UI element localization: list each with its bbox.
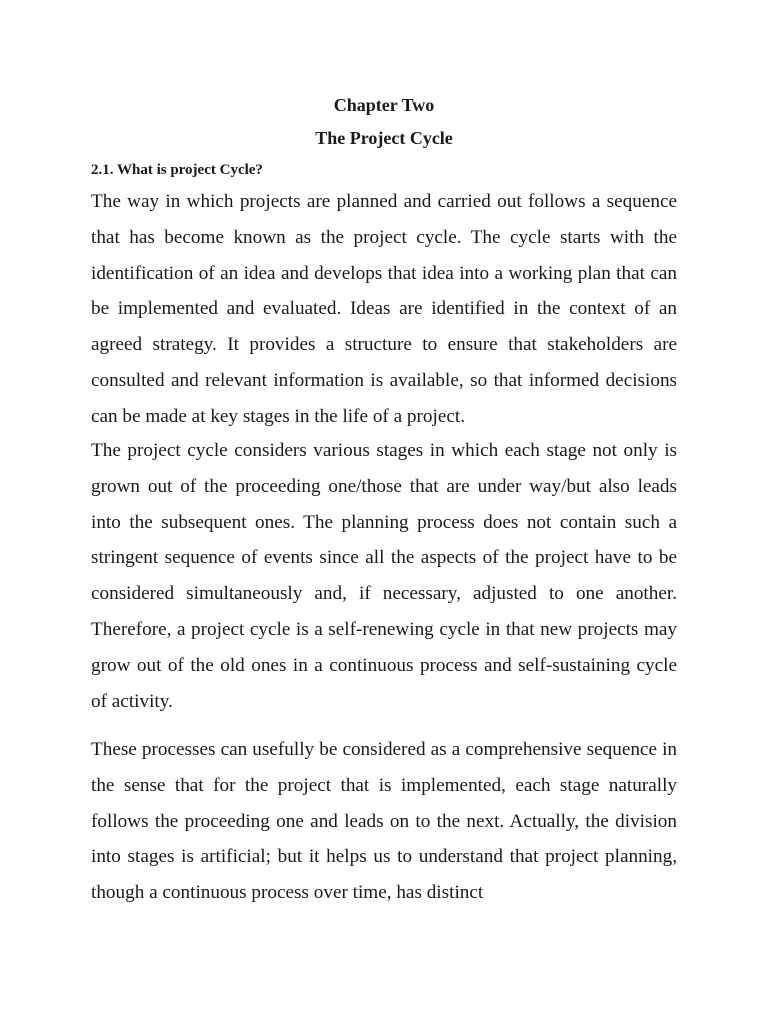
chapter-title: Chapter Two [333, 95, 435, 115]
subsection-heading: 2.1. What is project Cycle? [91, 162, 263, 178]
paragraph-3: These processes can usefully be considered as a comprehensive sequence in the sense that for the project that is implemented, each stage naturally follows the proceeding one and leads on to the next. Actually, the division into stages is artificial; but it helps us to understand that project planning, though a continuous process over time, has distinct [91, 739, 677, 904]
paragraph-1: The way in which projects are planned and carried out follows a sequence that has become known as the project cycle. The cycle starts with the identification of an idea and develops that idea into a working plan that can be implemented and evaluated. Ideas are identified in the context of an agreed strategy. It provides a structure to ensure that stakeholders are consulted and relevant information is available, so that informed decisions can be made at key stages in the life of a project. [91, 191, 677, 427]
paragraph-2: The project cycle considers various stages in which each stage not only is grown out of the proceeding one/those that are under way/but also leads into the subsequent ones. The planning process does not contain such a stringent sequence of events since all the aspects of the project have to be considered simultaneously and, if necessary, adjusted to one another. Therefore, a project cycle is a self-renewing cycle in that new projects may grow out of the old ones in a continuous process and self-sustaining cycle of activity. [91, 440, 677, 712]
section-title: The Project Cycle [315, 128, 453, 148]
